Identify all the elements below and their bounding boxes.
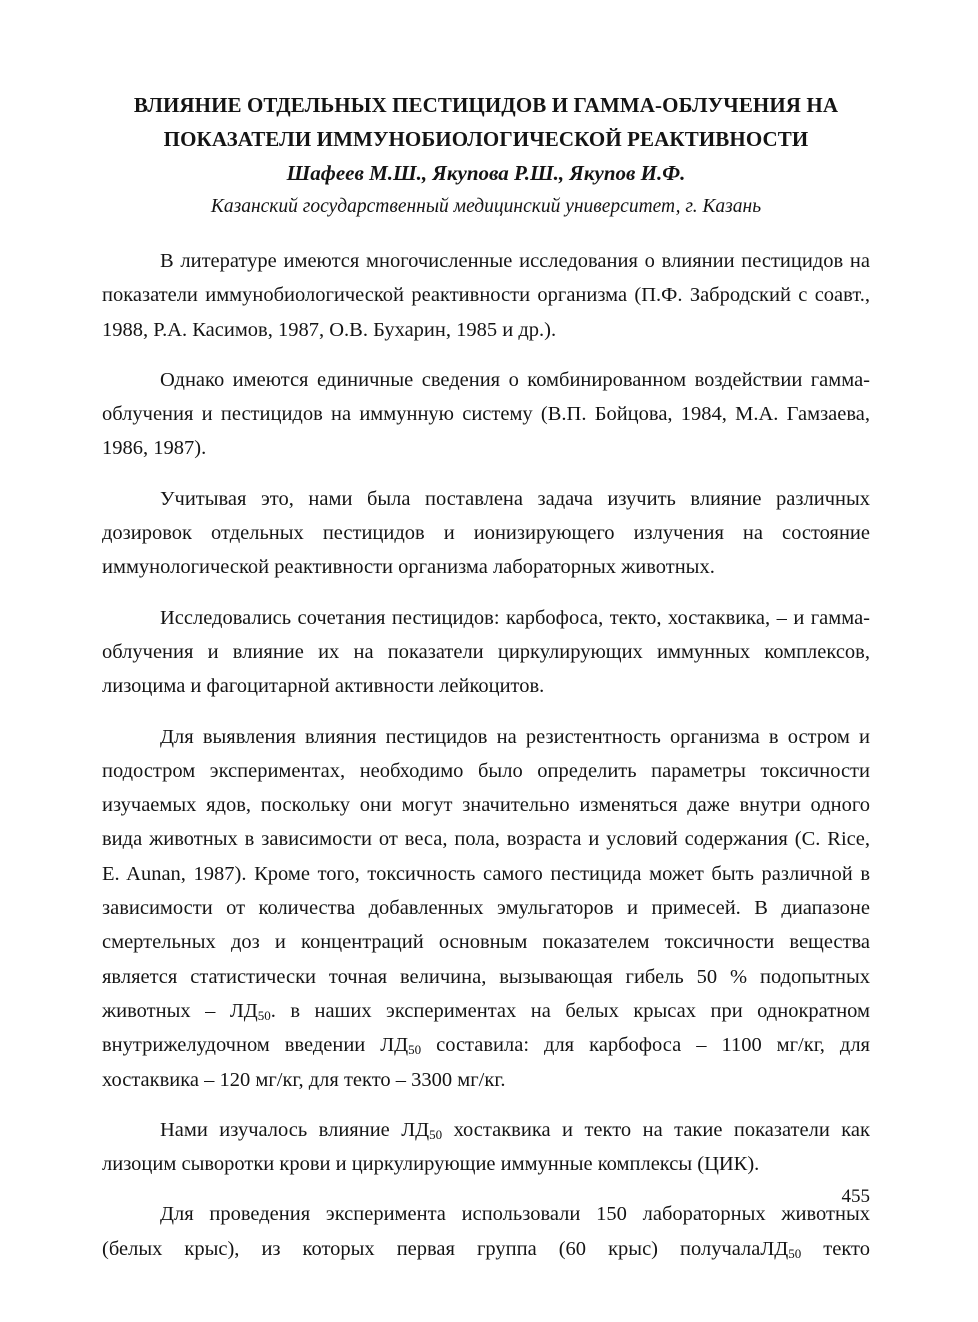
article-page [102, 88, 870, 1266]
paragraph-3: Учитывая это, нами была поставлена задача изучить влияние различных дозировок отдельных пестицидов и ионизирующего излучения на состояние иммунологической реактивности организма лабораторных животных. [102, 487, 870, 579]
ld50-subscript: 50 [257, 1007, 271, 1023]
ld50-subscript: 50 [408, 1042, 422, 1058]
paragraph-5 [102, 720, 870, 1097]
title-line-1: ВЛИЯНИЕ ОТДЕЛЬНЫХ ПЕСТИЦИДОВ И ГАММА-ОБЛУЧЕНИЯ НА [133, 93, 839, 117]
ld50-subscript: 50 [788, 1245, 802, 1261]
paragraph-7-text-2: текто [801, 1237, 870, 1260]
paragraph-5-text-3: составила: для карбофоса – 1100 мг/кг, для хостаквика – 120 мг/кг, для текто – 3300 мг/кг. [102, 1034, 870, 1091]
paragraph-5-text-2: . в наших экспериментах на белых крысах при однократном внутрижелудочном введении ЛД [102, 999, 871, 1057]
paragraph-6-text-1: Нами изучалось влияние ЛД [160, 1118, 430, 1141]
paragraph-4: Исследовались сочетания пестицидов: карбофоса, текто, хостаквика, – и гамма-облучения и влияние их на показатели циркулирующих иммунных комплексов, лизоцима и фагоцитарной активности лейкоцитов. [102, 606, 870, 698]
paragraph-6-text-2: хостаквика и текто на такие показатели как лизоцим сыворотки крови и циркулирующие иммунные комплексы (ЦИК). [102, 1118, 870, 1176]
paragraph-2: Однако имеются единичные сведения о комбинированном воздействии гамма-облучения и пестицидов на иммунную систему (В.П. Бойцова, 1984, М.А. Гамзаева, 1986, 1987). [102, 368, 870, 460]
affiliation: Казанский государственный медицинский университет, г. Казань [210, 196, 762, 217]
article-title [102, 88, 870, 156]
title-line-2: ПОКАЗАТЕЛИ ИММУНОБИОЛОГИЧЕСКОЙ РЕАКТИВНОСТИ [163, 127, 809, 151]
paragraph-7-text-1: Для проведения эксперимента использовали 150 лабораторных животных (белых крыс), из которых первая группа (60 крыс) получалаЛД [102, 1203, 870, 1260]
ld50-subscript: 50 [429, 1126, 443, 1142]
paragraph-7 [102, 1197, 870, 1266]
paragraph-6 [102, 1113, 870, 1182]
page-number: 455 [841, 1186, 870, 1207]
authors: Шафеев М.Ш., Якупова Р.Ш., Якупов И.Ф. [286, 161, 686, 185]
paragraph-5-text-1: Для выявления влияния пестицидов на резистентность организма в остром и подостром экспериментах, необходимо было определить параметры токсичности изучаемых ядов, поскольку они могут значительно изменяться даже внутри одного вида животных в зависимости от веса, пола, возраста и условий содержания (C. Rice, E. Aunan, 1987). Кроме того, токсичность самого пестицида может быть различной в зависимости от количества добавленных эмульгаторов и примесей. В диапазоне смертельных доз и концентраций основным показателем токсичности вещества является статистически точная величина, вызывающая гибель 50 % подопытных животных – ЛД [102, 725, 870, 1022]
paragraph-1: В литературе имеются многочисленные исследования о влиянии пестицидов на показатели иммунобиологической реактивности организма (П.Ф. Забродский с соавт., 1988, Р.А. Касимов, 1987, О.В. Бухарин, 1985 и др.). [102, 250, 870, 341]
